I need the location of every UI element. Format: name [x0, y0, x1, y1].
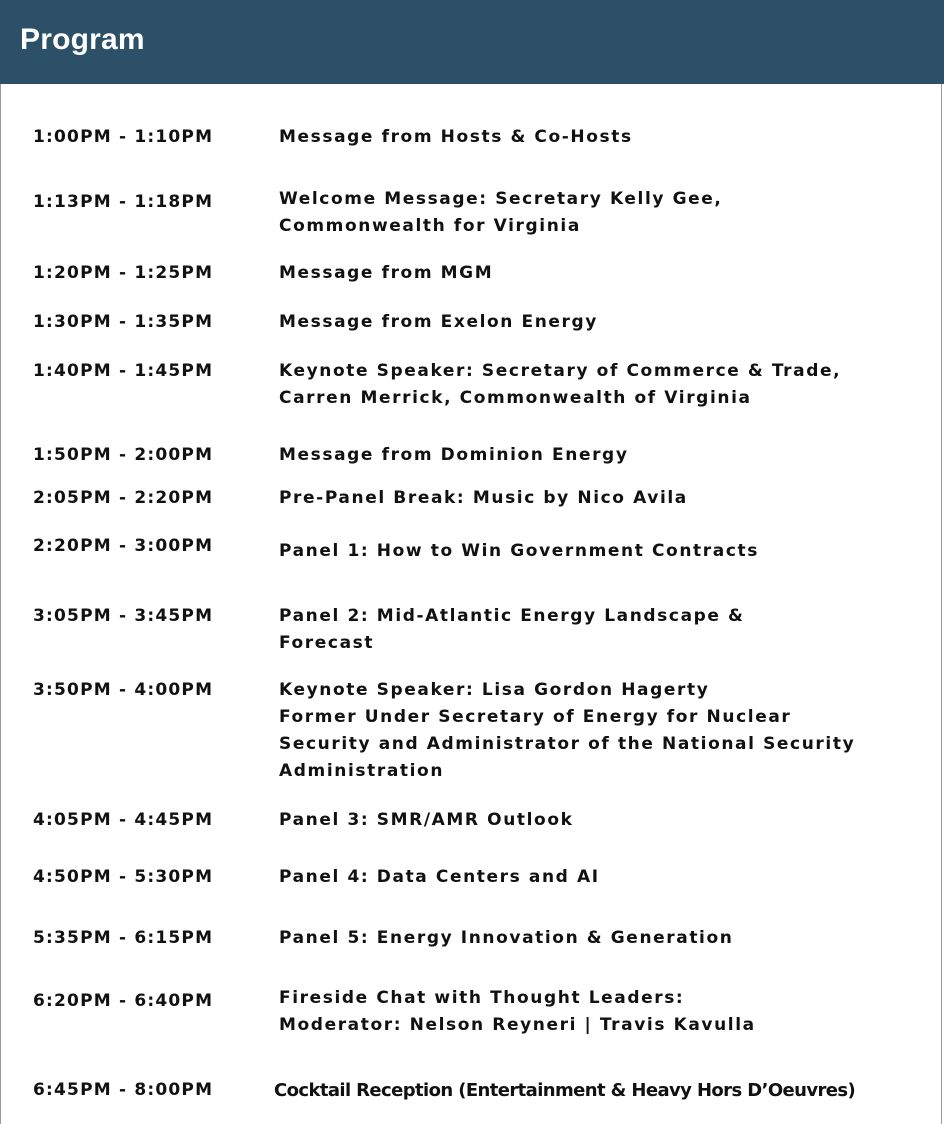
description-line: Cocktail Reception (Entertainment & Heavy Hors D’Oeuvres)	[274, 1080, 856, 1101]
description-line: Security and Administrator of the National Security	[279, 734, 856, 754]
schedule-time: 1:50PM - 2:00PM	[33, 445, 214, 465]
schedule-time: 5:35PM - 6:15PM	[33, 928, 214, 948]
description-line: Panel 4: Data Centers and AI	[279, 867, 600, 887]
schedule-time: 3:05PM - 3:45PM	[33, 606, 214, 626]
description-line: Panel 3: SMR/AMR Outlook	[279, 810, 574, 830]
schedule-description	[279, 358, 919, 412]
program-header	[0, 0, 944, 84]
schedule-description	[279, 677, 919, 785]
description-line: Panel 5: Energy Innovation & Generation	[279, 928, 734, 948]
schedule-description	[279, 538, 919, 565]
description-line: Keynote Speaker: Lisa Gordon Hagerty	[279, 680, 710, 700]
description-line: Forecast	[279, 633, 375, 653]
schedule-time: 4:05PM - 4:45PM	[33, 810, 214, 830]
description-line: Administration	[279, 761, 445, 781]
description-line: Former Under Secretary of Energy for Nuclear	[279, 707, 792, 727]
schedule-time: 2:20PM - 3:00PM	[33, 536, 214, 556]
schedule-description	[274, 1077, 914, 1104]
schedule-description	[279, 603, 919, 657]
description-line: Message from Hosts & Co-Hosts	[279, 127, 633, 147]
schedule-description	[279, 485, 919, 512]
schedule-description	[279, 442, 919, 469]
schedule-time: 1:13PM - 1:18PM	[33, 192, 214, 212]
description-line: Keynote Speaker: Secretary of Commerce & Trade,	[279, 361, 842, 381]
schedule-description	[279, 260, 919, 287]
description-line: Welcome Message: Secretary Kelly Gee,	[279, 189, 723, 209]
schedule-time: 6:20PM - 6:40PM	[33, 991, 214, 1011]
schedule-description	[279, 124, 919, 151]
schedule-time: 4:50PM - 5:30PM	[33, 867, 214, 887]
schedule-time: 3:50PM - 4:00PM	[33, 680, 214, 700]
page-title: Program	[20, 23, 145, 56]
description-line: Fireside Chat with Thought Leaders:	[279, 988, 685, 1008]
schedule-time: 1:20PM - 1:25PM	[33, 263, 214, 283]
description-line: Panel 2: Mid-Atlantic Energy Landscape &	[279, 606, 745, 626]
schedule-description	[279, 925, 919, 952]
schedule-description	[279, 864, 919, 891]
schedule-time: 1:40PM - 1:45PM	[33, 361, 214, 381]
schedule-time: 1:30PM - 1:35PM	[33, 312, 214, 332]
schedule-time: 1:00PM - 1:10PM	[33, 127, 214, 147]
schedule-description	[279, 807, 919, 834]
description-line: Message from Exelon Energy	[279, 312, 598, 332]
description-line: Message from Dominion Energy	[279, 445, 629, 465]
schedule-time: 2:05PM - 2:20PM	[33, 488, 214, 508]
description-line: Pre-Panel Break: Music by Nico Avila	[279, 488, 688, 508]
description-line: Carren Merrick, Commonwealth of Virginia	[279, 388, 752, 408]
description-line: Moderator: Nelson Reyneri | Travis Kavulla	[279, 1015, 756, 1035]
description-line: Message from MGM	[279, 263, 494, 283]
schedule-description	[279, 309, 919, 336]
schedule-description	[279, 985, 919, 1039]
description-line: Commonwealth for Virginia	[279, 216, 581, 236]
schedule-time: 6:45PM - 8:00PM	[33, 1080, 214, 1100]
description-line: Panel 1: How to Win Government Contracts	[279, 541, 759, 561]
schedule-description	[279, 186, 919, 240]
